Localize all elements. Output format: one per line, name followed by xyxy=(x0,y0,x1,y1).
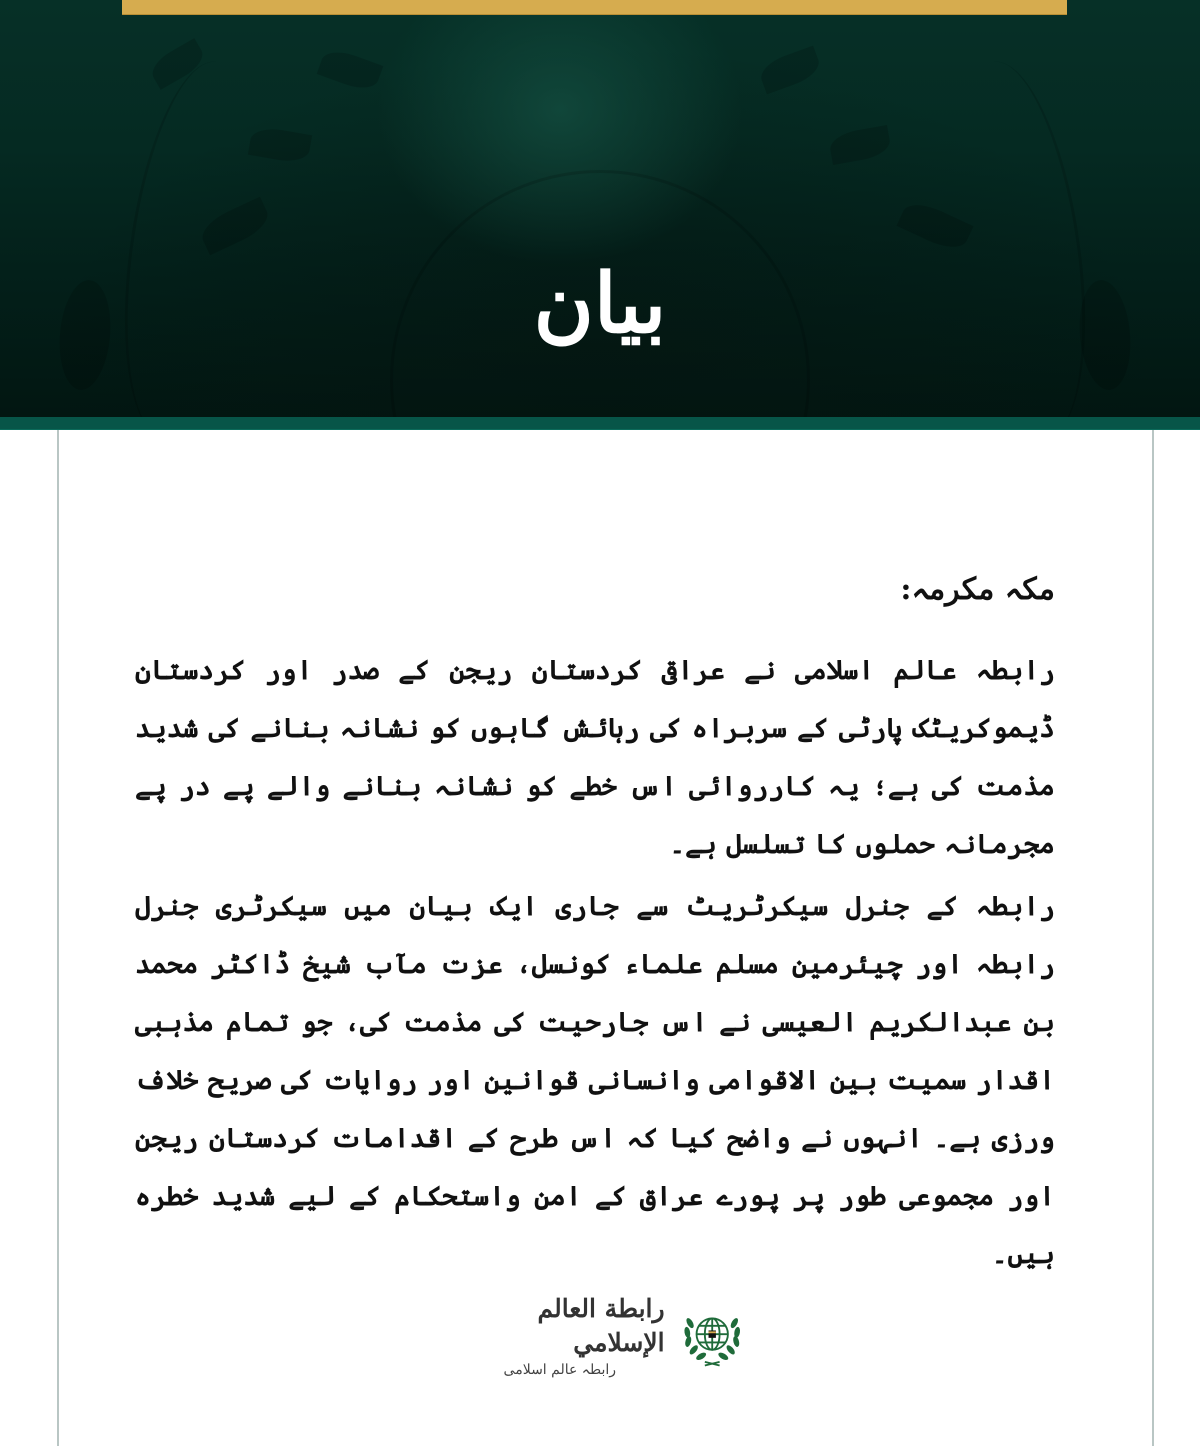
logo-urdu-name: رابطہ عالم اسلامی xyxy=(503,1362,617,1378)
paragraph: رابطہ عالم اسلامی نے عراقی کردستان ریجن کے صدر اور کردستان ڈیموکریٹک پارٹی کے سربراہ کی رہائش گاہوں کو نشانہ بنانے کی شدید مذمت کی ہے؛ یہ کارروائی اس خطے کو نشانہ بنانے والے پے در پے مجرمانہ حملوں کا تسلسل ہے۔ xyxy=(135,655,1055,860)
page-title: بیان xyxy=(533,256,667,352)
gold-accent-bar xyxy=(122,0,1067,14)
statement-header xyxy=(0,0,1200,417)
paragraph: رابطہ کے جنرل سیکرٹریٹ سے جاری ایک بیان میں سیکرٹری جنرل رابطہ اور چیئرمین مسلم علماء کونسل، عزت مآب شیخ ڈاکٹر محمد بن عبدالکریم العیسی نے اس جارحیت کی مذمت کی، جو تمام مذہبی اقدار سمیت بین الاقوامی وانسانی قوانین اور روایات کی صریح خلاف ورزی ہے۔ انہوں نے واضح کیا کہ اس طرح کے اقدامات کردستان ریجن اور مجموعی طور پر پورے عراق کے امن واستحکام کے لیے شدید خطرہ ہیں۔ xyxy=(135,891,1055,1270)
logo-arabic-name: رابطة العالم الإسلامي xyxy=(537,1294,665,1357)
decorative-leaf xyxy=(248,125,312,165)
organization-logo xyxy=(455,1296,745,1376)
decorative-leaf xyxy=(317,46,384,95)
statement-body xyxy=(135,560,1055,1284)
decorative-leaf xyxy=(828,125,892,165)
decorative-leaf xyxy=(757,46,824,95)
left-frame-line xyxy=(57,430,59,1446)
header-divider-band xyxy=(0,417,1200,430)
right-frame-line xyxy=(1152,430,1154,1446)
logo-wordmark xyxy=(455,1292,665,1380)
globe-wreath-emblem-icon xyxy=(679,1300,745,1372)
dateline: مکہ مکرمہ: xyxy=(900,572,1055,607)
